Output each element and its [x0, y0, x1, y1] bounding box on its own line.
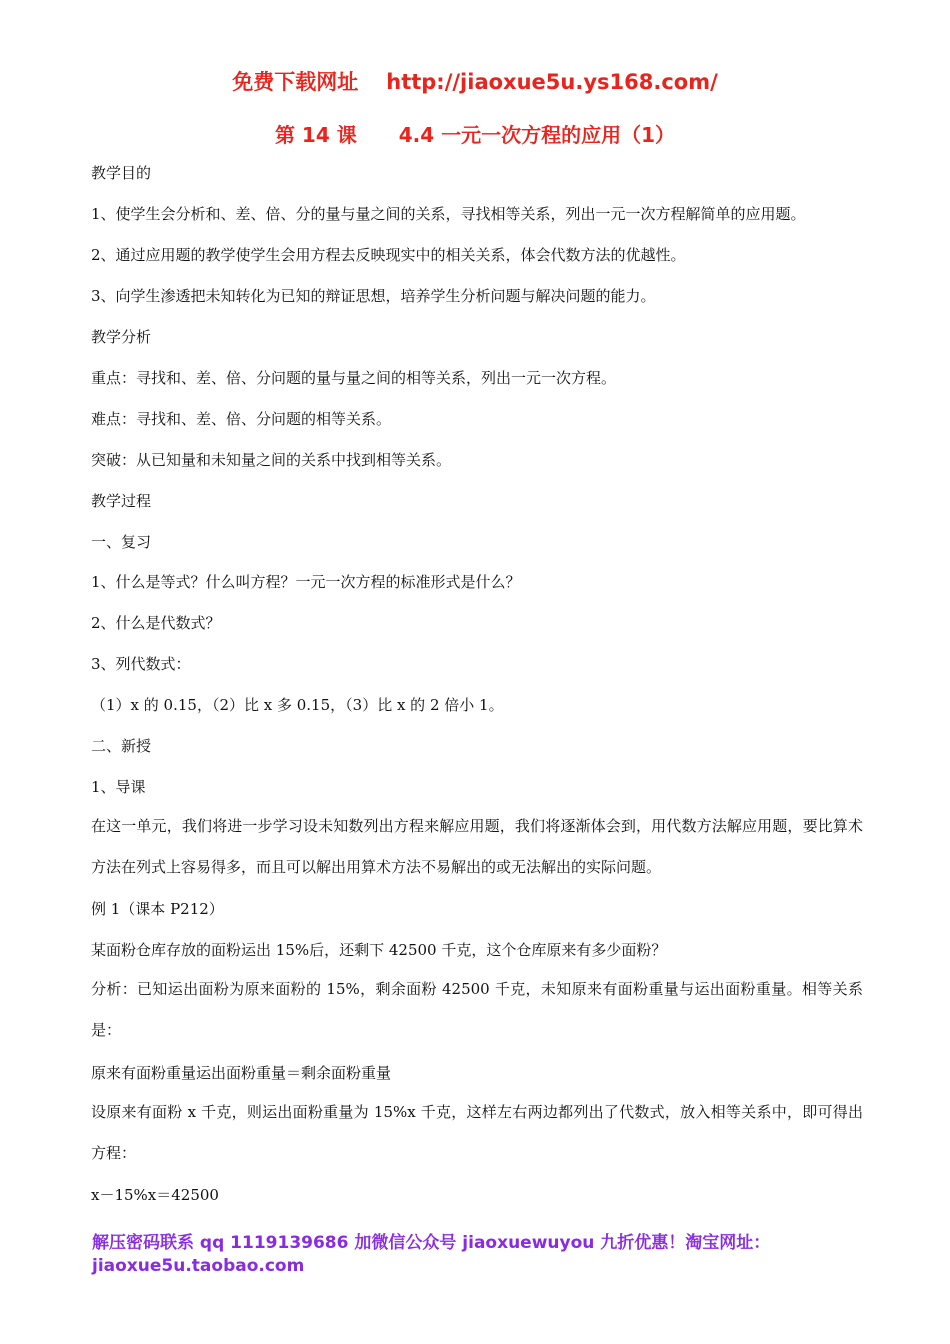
new-lesson-heading: 二、新授 — [91, 737, 152, 755]
goal-2: 2、通过应用题的教学使学生会用方程去反映现实中的相关关系，体会代数方法的优越性。 — [91, 246, 686, 264]
intro-heading: 1、导课 — [91, 778, 146, 796]
difficulty: 难点：寻找和、差、倍、分问题的相等关系。 — [91, 410, 392, 428]
review-question-1: 1、什么是等式？什么叫方程？一元一次方程的标准形式是什么？ — [91, 573, 521, 591]
analysis-heading: 教学分析 — [91, 328, 152, 346]
review-question-3-items: （1）x 的 0.15，（2）比 x 多 0.15，（3）比 x 的 2 倍小 1。 — [91, 696, 504, 714]
review-question-3: 3、列代数式： — [91, 655, 191, 673]
goal-3: 3、向学生渗透把未知转化为已知的辩证思想，培养学生分析问题与解决问题的能力。 — [91, 287, 656, 305]
example-problem: 某面粉仓库存放的面粉运出 15%后，还剩下 42500 千克，这个仓库原来有多少面粉？ — [91, 941, 667, 959]
goal-1: 1、使学生会分析和、差、倍、分的量与量之间的关系，寻找相等关系，列出一元一次方程解简单的应用题。 — [91, 205, 806, 223]
key-point: 重点：寻找和、差、倍、分问题的量与量之间的相等关系，列出一元一次方程。 — [91, 369, 617, 387]
example-label: 例 1（课本 P212） — [91, 900, 224, 918]
review-question-2: 2、什么是代数式？ — [91, 614, 221, 632]
download-url[interactable]: http://jiaoxue5u.ys168.com/ — [386, 70, 718, 94]
download-label: 免费下载网址 — [232, 70, 359, 94]
review-heading: 一、复习 — [91, 533, 152, 551]
page-title — [0, 119, 950, 148]
analysis-paragraph: 分析：已知运出面粉为原来面粉的 15%，剩余面粉 42500 千克，未知原来有面粉重量与运出面粉重量。相等关系是： — [91, 980, 863, 1039]
lesson-number: 第 14 课 — [274, 123, 357, 147]
relation-statement: 原来有面粉重量运出面粉重量＝剩余面粉重量 — [91, 1064, 392, 1082]
process-heading: 教学过程 — [91, 492, 152, 510]
download-banner — [0, 66, 950, 96]
goals-heading: 教学目的 — [91, 164, 152, 182]
section-title: 4.4 一元一次方程的应用（1） — [398, 123, 676, 147]
breakthrough: 突破：从已知量和未知量之间的关系中找到相等关系。 — [91, 451, 452, 469]
setup-paragraph: 设原来有面粉 x 千克，则运出面粉重量为 15%x 千克，这样左右两边都列出了代数式，放入相等关系中，即可得出方程： — [91, 1103, 863, 1162]
equation: x－15%x＝42500 — [91, 1186, 219, 1204]
intro-paragraph: 在这一单元，我们将进一步学习设未知数列出方程来解应用题，我们将逐渐体会到，用代数方法解应用题，要比算术方法在列式上容易得多，而且可以解出用算术方法不易解出的或无法解出的实际问题。 — [91, 817, 863, 876]
footer-contact: 解压密码联系 qq 1119139686 加微信公众号 jiaoxuewuyou 九折优惠！淘宝网址：jiaoxue5u.taobao.com — [92, 1233, 771, 1276]
